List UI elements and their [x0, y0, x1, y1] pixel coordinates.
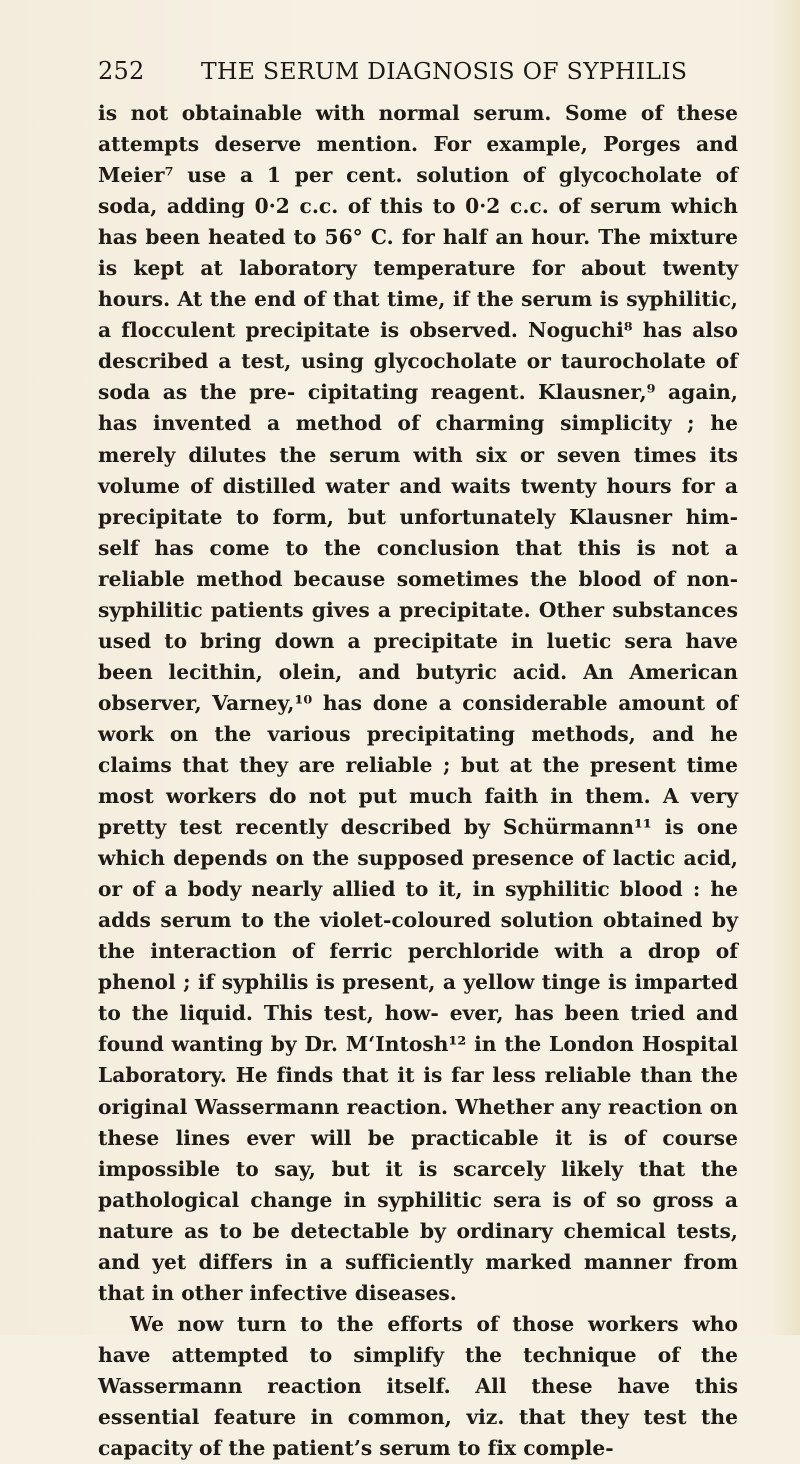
page-header [98, 57, 738, 91]
body-text [98, 98, 738, 1464]
running-head: THE SERUM DIAGNOSIS OF SYPHILIS [201, 57, 688, 85]
paragraph-2: We now turn to the efforts of those workers who have attempted to simplify the technique of the Wassermann reaction itself. All these have this essential feature in common, viz. that they test the capacity of the patient’s serum to fix comple- [98, 1311, 738, 1461]
page-number: 252 [98, 57, 145, 85]
page-edge-shadow [770, 0, 800, 1335]
paragraph-1: is not obtainable with normal serum. Some of these attempts deserve mention. For example, Porges and Meier⁷ use a 1 per cent. solution of glycocholate of soda, adding 0·2 c.c. of this to 0·2 c.c. of serum which has been heated to 56° C. for half an hour. The mixture is kept at laboratory temperature for about twenty hours. At the end of that time, if the serum is syphilitic, a flocculent precipitate is observed. Noguchi⁸ has also described a test, using glycocholate or taurocholate of soda as the pre- cipitating reagent. Klausner,⁹ again, has invented a method of charming simplicity ; he merely dilutes the serum with six or seven times its volume of distilled water and waits twenty hours for a precipitate to form, but unfortunately Klausner him- self has come to the conclusion that this is not a reliable method because sometimes the blood of non-syphilitic patients gives a precipitate. Other substances used to bring down a precipitate in luetic sera have been lecithin, olein, and butyric acid. An American observer, Varney,¹⁰ has done a considerable amount of work on the various precipitating methods, and he claims that they are reliable ; but at the present time most workers do not put much faith in them. A very pretty test recently described by Schürmann¹¹ is one which depends on the supposed presence of lactic acid, or of a body nearly allied to it, in syphilitic blood : he adds serum to the violet-coloured solution obtained by the interaction of ferric perchloride with a drop of phenol ; if syphilis is present, a yellow tinge is imparted to the liquid. This test, how- ever, has been tried and found wanting by Dr. M‘Intosh¹² in the London Hospital Laboratory. He finds that it is far less reliable than the original Wassermann reaction. Whether any reaction on these lines ever will be practicable it is of course impossible to say, but it is scarcely likely that the pathological change in syphilitic sera is of so gross a nature as to be detectable by ordinary chemical tests, and yet differs in a sufficiently marked manner from that in other infective diseases. [98, 101, 738, 1305]
